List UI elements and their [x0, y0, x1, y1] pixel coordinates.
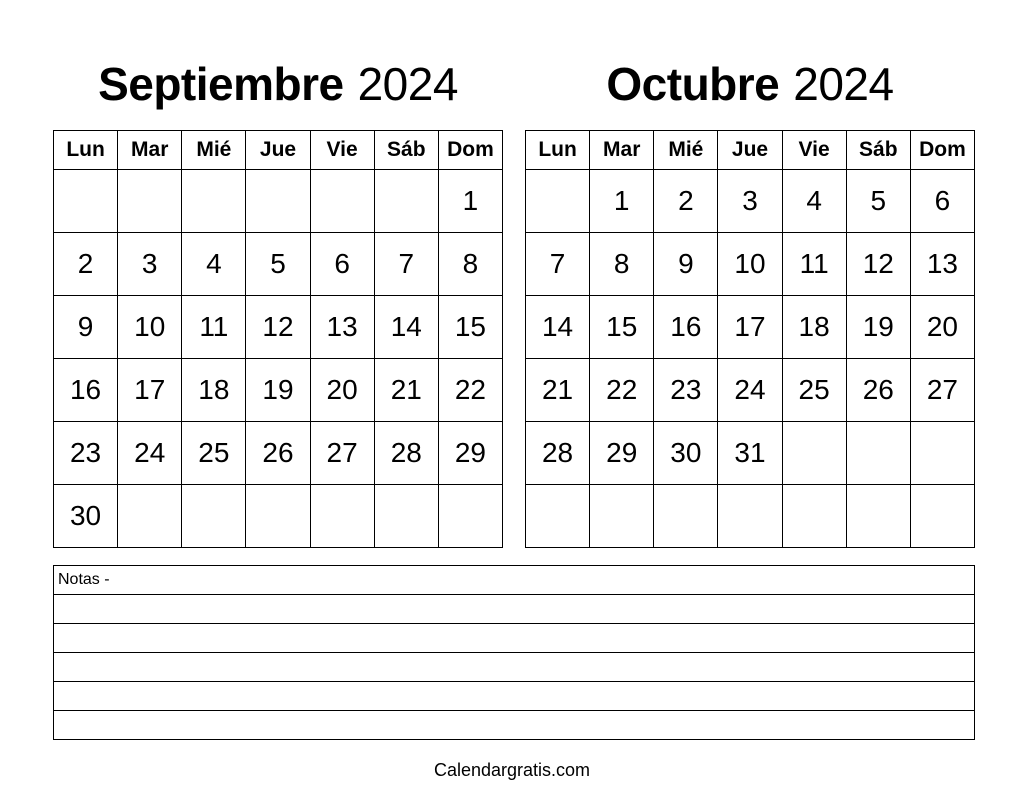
- day-cell: 26: [846, 359, 910, 422]
- notes-line-cell[interactable]: [54, 624, 975, 653]
- day-cell: 8: [438, 233, 502, 296]
- day-cell: 15: [590, 296, 654, 359]
- calendar-grid: [53, 130, 503, 548]
- day-cell: 27: [910, 359, 974, 422]
- day-cell: [846, 485, 910, 548]
- day-cell: 27: [310, 422, 374, 485]
- day-cell: 1: [590, 170, 654, 233]
- weekday-header: Jue: [246, 131, 310, 170]
- day-cell: [910, 485, 974, 548]
- weekday-header: Dom: [438, 131, 502, 170]
- day-cell: 12: [246, 296, 310, 359]
- month-year: 2024: [793, 58, 894, 110]
- day-cell: [118, 485, 182, 548]
- notes-line[interactable]: [54, 653, 975, 682]
- day-cell: 18: [782, 296, 846, 359]
- weekday-header: Mié: [654, 131, 718, 170]
- day-cell: [526, 485, 590, 548]
- day-cell: 15: [438, 296, 502, 359]
- day-cell: 29: [438, 422, 502, 485]
- day-cell: 5: [246, 233, 310, 296]
- week-row: [526, 233, 975, 296]
- day-cell: 30: [654, 422, 718, 485]
- day-cell: 28: [526, 422, 590, 485]
- day-cell: [246, 485, 310, 548]
- day-cell: 11: [782, 233, 846, 296]
- weekday-header: Lun: [54, 131, 118, 170]
- day-cell: [590, 485, 654, 548]
- day-cell: 31: [718, 422, 782, 485]
- day-cell: 3: [118, 233, 182, 296]
- week-row: [526, 170, 975, 233]
- day-cell: 12: [846, 233, 910, 296]
- day-cell: 19: [846, 296, 910, 359]
- day-cell: 9: [54, 296, 118, 359]
- day-cell: [526, 170, 590, 233]
- week-row: [54, 359, 503, 422]
- day-cell: 10: [718, 233, 782, 296]
- day-cell: 24: [718, 359, 782, 422]
- day-cell: 17: [118, 359, 182, 422]
- weekday-header: Jue: [718, 131, 782, 170]
- month-title: [53, 54, 503, 114]
- day-cell: [374, 485, 438, 548]
- day-cell: 1: [438, 170, 502, 233]
- day-cell: [374, 170, 438, 233]
- day-cell: 16: [654, 296, 718, 359]
- month-october: [525, 54, 975, 468]
- day-cell: 13: [310, 296, 374, 359]
- day-cell: 26: [246, 422, 310, 485]
- weekday-header: Dom: [910, 131, 974, 170]
- day-cell: 19: [246, 359, 310, 422]
- notes-line[interactable]: [54, 682, 975, 711]
- day-cell: 16: [54, 359, 118, 422]
- notes-box: [53, 565, 975, 740]
- day-cell: 7: [526, 233, 590, 296]
- day-cell: 8: [590, 233, 654, 296]
- day-cell: 18: [182, 359, 246, 422]
- notes-line-cell[interactable]: [54, 653, 975, 682]
- day-cell: 14: [374, 296, 438, 359]
- day-cell: 21: [526, 359, 590, 422]
- notes-header-row: [54, 566, 975, 595]
- day-cell: [910, 422, 974, 485]
- day-cell: [718, 485, 782, 548]
- day-cell: [54, 170, 118, 233]
- weekday-header: Vie: [310, 131, 374, 170]
- month-name: Octubre: [606, 58, 780, 110]
- day-cell: [118, 170, 182, 233]
- day-cell: 9: [654, 233, 718, 296]
- day-cell: 29: [590, 422, 654, 485]
- weekday-header: Lun: [526, 131, 590, 170]
- day-cell: 3: [718, 170, 782, 233]
- notes-label: Notas -: [54, 566, 975, 595]
- day-cell: 11: [182, 296, 246, 359]
- calendar-weeks: [54, 170, 503, 548]
- notes-line-cell[interactable]: [54, 595, 975, 624]
- calendar-weeks: [526, 170, 975, 548]
- day-cell: 17: [718, 296, 782, 359]
- weekday-header: Vie: [782, 131, 846, 170]
- week-row: [54, 485, 503, 548]
- day-cell: 24: [118, 422, 182, 485]
- month-name: Septiembre: [98, 58, 344, 110]
- day-cell: 7: [374, 233, 438, 296]
- month-year: 2024: [357, 58, 458, 110]
- week-row: [526, 359, 975, 422]
- day-cell: 23: [54, 422, 118, 485]
- month-title: [525, 54, 975, 114]
- day-cell: [246, 170, 310, 233]
- day-cell: 2: [54, 233, 118, 296]
- week-row: [54, 233, 503, 296]
- week-row: [54, 296, 503, 359]
- day-cell: 10: [118, 296, 182, 359]
- day-cell: 22: [438, 359, 502, 422]
- week-row: [526, 296, 975, 359]
- weekday-header: Mié: [182, 131, 246, 170]
- weekday-header: Mar: [118, 131, 182, 170]
- day-cell: [846, 422, 910, 485]
- day-cell: [182, 485, 246, 548]
- day-cell: [310, 485, 374, 548]
- day-cell: [310, 170, 374, 233]
- day-cell: 4: [782, 170, 846, 233]
- notes-line-cell[interactable]: [54, 711, 975, 740]
- footer-site-name: Calendargratis.com: [433, 760, 591, 780]
- day-cell: 6: [910, 170, 974, 233]
- notes-line[interactable]: [54, 711, 975, 740]
- notes-line-cell[interactable]: [54, 682, 975, 711]
- notes-line[interactable]: [54, 595, 975, 624]
- day-cell: [782, 422, 846, 485]
- day-cell: 30: [54, 485, 118, 548]
- day-cell: [782, 485, 846, 548]
- month-september: [53, 54, 503, 531]
- week-row: [526, 485, 975, 548]
- day-cell: 5: [846, 170, 910, 233]
- day-cell: 4: [182, 233, 246, 296]
- weekday-header: Sáb: [846, 131, 910, 170]
- weekday-header-row: [54, 131, 503, 170]
- day-cell: 20: [310, 359, 374, 422]
- week-row: [526, 422, 975, 485]
- day-cell: 14: [526, 296, 590, 359]
- day-cell: 21: [374, 359, 438, 422]
- day-cell: 13: [910, 233, 974, 296]
- weekday-header-row: [526, 131, 975, 170]
- notes-line[interactable]: [54, 624, 975, 653]
- day-cell: 2: [654, 170, 718, 233]
- day-cell: [438, 485, 502, 548]
- day-cell: [654, 485, 718, 548]
- calendar-grid: [525, 130, 975, 548]
- weekday-header: Mar: [590, 131, 654, 170]
- day-cell: [182, 170, 246, 233]
- day-cell: 23: [654, 359, 718, 422]
- weekday-header: Sáb: [374, 131, 438, 170]
- week-row: [54, 170, 503, 233]
- day-cell: 20: [910, 296, 974, 359]
- day-cell: 6: [310, 233, 374, 296]
- day-cell: 25: [782, 359, 846, 422]
- day-cell: 25: [182, 422, 246, 485]
- week-row: [54, 422, 503, 485]
- day-cell: 28: [374, 422, 438, 485]
- day-cell: 22: [590, 359, 654, 422]
